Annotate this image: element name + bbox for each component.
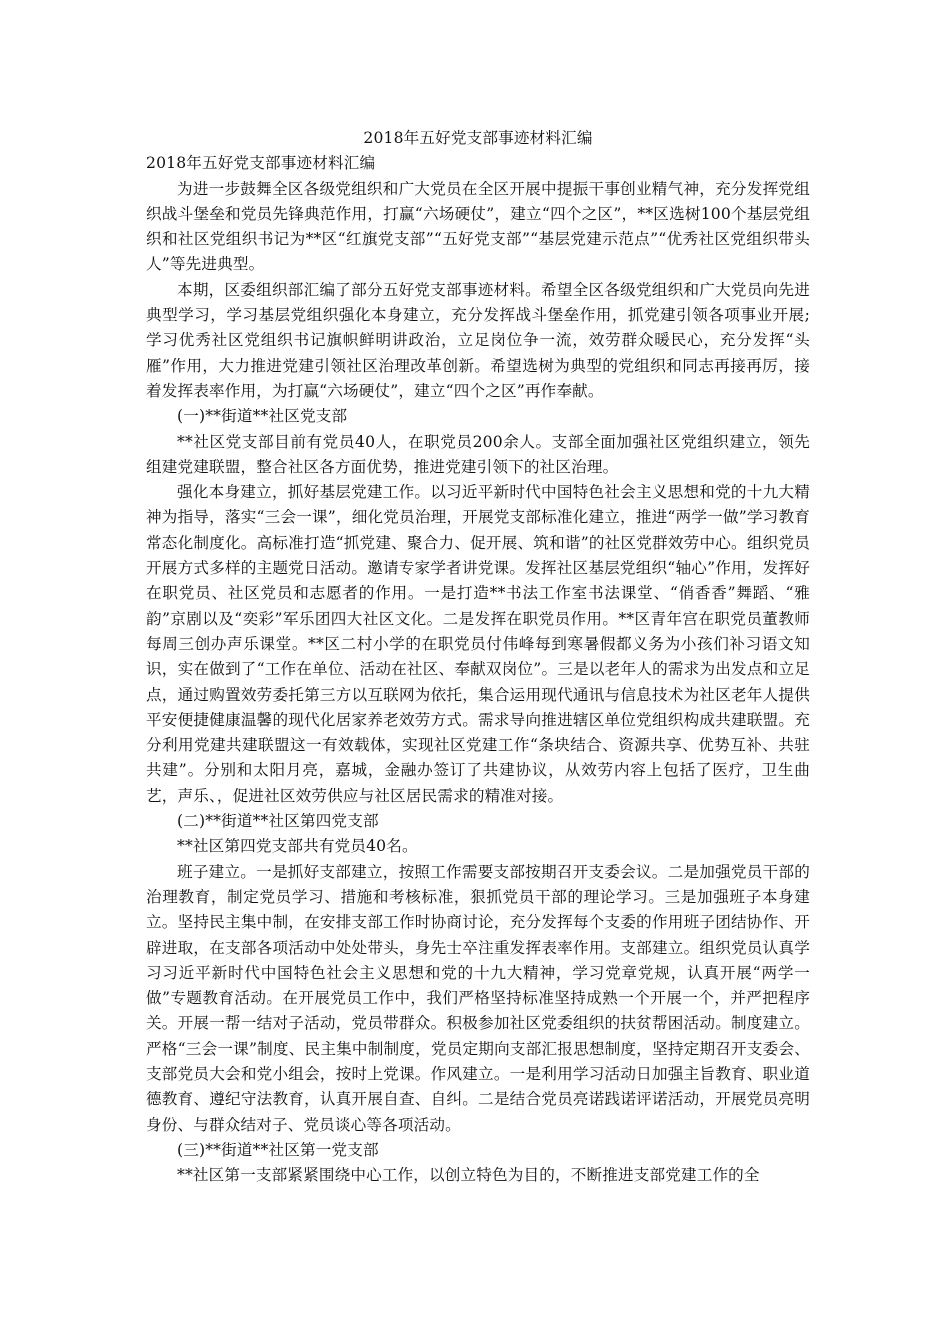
paragraph-overview: 本期，区委组织部汇编了部分五好党支部事迹材料。希望全区各级党组织和广大党员向先进典型学习，学习基层党组织强化本身建立，充分发挥战斗堡垒作用，抓党建引领各项事业开展;学习优秀社区党组织书记旗帜鲜明讲政治，立足岗位争一流，效劳群众暖民心，充分发挥“头雁”作用，大力推进党建引领社区治理改革创新。希望选树为典型的党组织和同志再接再厉，接着发挥表率作用，为打赢“六场硬仗”，建立“四个之区”再作奉献。 — [146, 280, 810, 400]
section-heading-3: (三)**街道**社区第一党支部 — [177, 1140, 379, 1159]
document-title: 2018年五好党支部事迹材料汇编 — [363, 129, 593, 147]
document-subtitle: 2018年五好党支部事迹材料汇编 — [146, 154, 376, 173]
paragraph-intro: 为进一步鼓舞全区各级党组织和广大党员在全区开展中提振干事创业精气神，充分发挥党组织战斗堡垒和党员先锋典范作用，打赢“六场硬仗”，建立“四个之区”，**区选树100个基层党组织和社区党组织书记为**区“红旗党支部”“五好党支部”“基层党建示范点”“优秀社区党组织带头人”等先进典型。 — [146, 179, 810, 274]
document-body — [146, 126, 810, 1188]
paragraph: 班子建立。一是抓好支部建立，按照工作需要支部按期召开支委会议。二是加强党员干部的治理教育，制定党员学习、措施和考核标准，狠抓党员干部的理论学习。三是加强班子本身建立。坚持民主集中制，在安排支部工作时协商讨论，充分发挥每个支委的作用班子团结协作、开辟进取，在支部各项活动中处处带头，身先士卒注重发挥表率作用。支部建立。组织党员认真学习习近平新时代中国特色社会主义思想和党的十九大精神，学习党章党规，认真开展“两学一做”专题教育活动。在开展党员工作中，我们严格坚持标准坚持成熟一个开展一个，并严把程序关。开展一帮一结对子活动，党员带群众。积极参加社区党委组织的扶贫帮困活动。制度建立。严格“三会一课”制度、民主集中制制度，党员定期向支部汇报思想制度，坚持定期召开支委会、支部党员大会和党小组会，按时上党课。作风建立。一是利用学习活动日加强主旨教育、职业道德教育、遵纪守法教育，认真开展自查、自纠。二是结合党员亮诺践诺评诺活动，开展党员亮明身份、与群众结对子、党员谈心等各项活动。 — [146, 862, 810, 1134]
paragraph: 强化本身建立，抓好基层党建工作。以习近平新时代中国特色社会主义思想和党的十九大精神为指导，落实“三会一课”，细化党员治理，开展党支部标准化建立，推进“两学一做”学习教育常态化制度化。高标准打造“抓党建、聚合力、促开展、筑和谐”的社区党群效劳中心。组织党员开展方式多样的主题党日活动。邀请专家学者讲党课。发挥社区基层党组织“轴心”作用，发挥好在职党员、社区党员和志愿者的作用。一是打造**书法工作室书法课堂、“俏香香”舞蹈、“雅韵”京剧以及“奕彩”军乐团四大社区文化。二是发挥在职党员作用。**区青年宫在职党员董教师每周三创办声乐课堂。**区二村小学的在职党员付伟峰每到寒暑假都义务为小孩们补习语文知识，实在做到了“工作在单位、活动在社区、奉献双岗位”。三是以老年人的需求为出发点和立足点，通过购置效劳委托第三方以互联网为依托，集合运用现代通讯与信息技术为社区老年人提供平安便捷健康温馨的现代化居家养老效劳方式。需求导向推进辖区单位党组织构成共建联盟。充分利用党建共建联盟这一有效载体，实现社区党建工作“条块结合、资源共享、优势互补、共驻共建”。分别和太阳月亮，嘉城，金融办签订了共建协议，从效劳内容上包括了医疗，卫生曲艺，声乐、，促进社区效劳供应与社区居民需求的精准对接。 — [146, 483, 810, 805]
paragraph: **社区第四党支部共有党员40名。 — [177, 837, 418, 856]
paragraph: **社区第一支部紧紧围绕中心工作，以创立特色为目的，不断推进支部党建工作的全 — [177, 1166, 760, 1185]
paragraph: **社区党支部目前有党员40人，在职党员200余人。支部全面加强社区党组织建立，领先组建党建联盟，整合社区各方面优势，推进党建引领下的社区治理。 — [146, 432, 810, 476]
section-heading-2: (二)**街道**社区第四党支部 — [177, 812, 379, 831]
section-heading-1: (一)**街道**社区党支部 — [177, 407, 348, 426]
